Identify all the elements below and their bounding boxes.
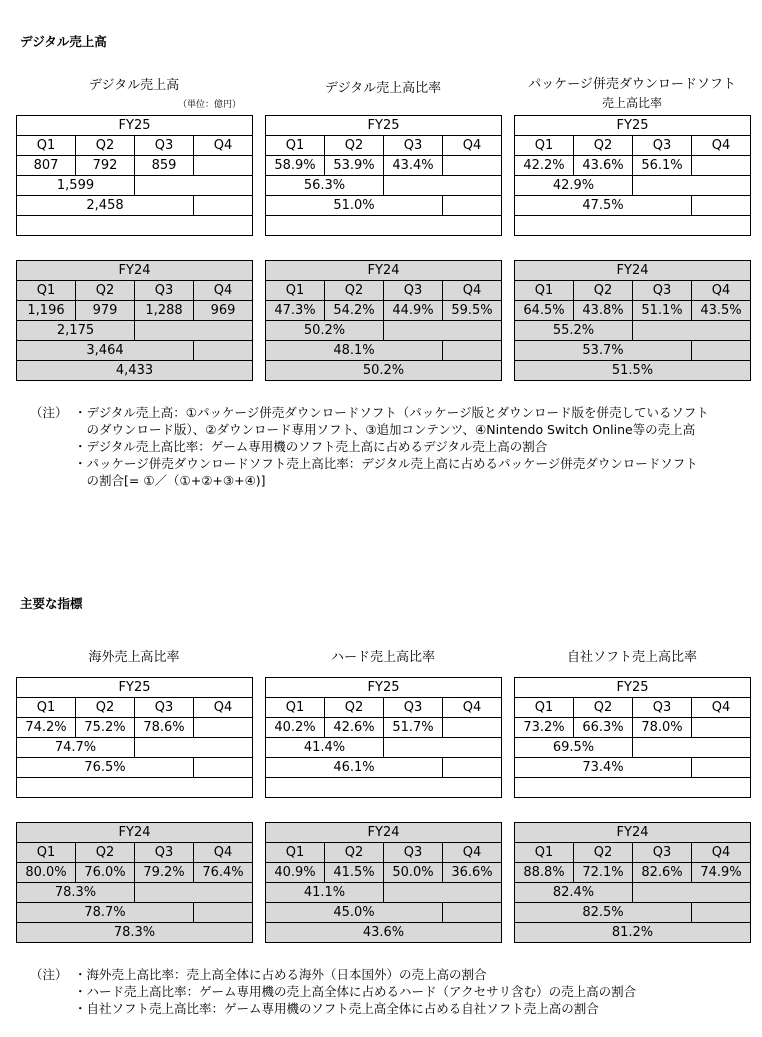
quarter-value: 72.1% <box>574 863 633 883</box>
note-line: ・海外売上高比率：売上高全体に占める海外（日本国外）の売上高の割合 <box>74 967 487 982</box>
empty-cell <box>384 738 443 758</box>
quarter-value <box>194 718 253 738</box>
quarter-header: Q3 <box>384 843 443 863</box>
half-year-value: 41.1% <box>266 883 384 903</box>
quarter-value: 58.9% <box>266 156 325 176</box>
fiscal-year-header: FY25 <box>515 678 751 698</box>
quarter-value: 78.0% <box>633 718 692 738</box>
half-year-value: 1,599 <box>17 176 135 196</box>
quarter-header: Q3 <box>135 136 194 156</box>
quarter-header: Q1 <box>266 281 325 301</box>
fiscal-year-header: FY24 <box>515 823 751 843</box>
quarter-header: Q1 <box>515 281 574 301</box>
half-year-value: 42.9% <box>515 176 633 196</box>
quarter-header: Q1 <box>266 698 325 718</box>
note-line: ・自社ソフト売上高比率：ゲーム専用機のソフト売上高全体に占める自社ソフト売上高の割合 <box>74 1001 599 1016</box>
quarter-header: Q2 <box>76 136 135 156</box>
quarter-value: 76.0% <box>76 863 135 883</box>
empty-cell <box>692 903 751 923</box>
overseas-ratio-title: 海外売上高比率 <box>88 650 180 665</box>
quarter-value: 74.9% <box>692 863 751 883</box>
digital-ratio-title: デジタル売上高比率 <box>324 81 442 96</box>
half-year-value: 2,175 <box>17 321 135 341</box>
nine-month-value: 48.1% <box>266 341 443 361</box>
full-year-value <box>266 216 502 236</box>
empty-cell <box>692 341 751 361</box>
fiscal-year-header: FY25 <box>17 678 253 698</box>
quarter-value: 50.0% <box>384 863 443 883</box>
empty-cell <box>443 758 502 778</box>
half-year-value: 50.2% <box>266 321 384 341</box>
quarter-header: Q4 <box>443 281 502 301</box>
fiscal-year-header: FY24 <box>17 261 253 281</box>
hardware-ratio-title: ハード売上高比率 <box>330 650 435 665</box>
package-dl-ratio-title: パッケージ併売ダウンロードソフト <box>528 77 736 92</box>
empty-cell <box>633 738 692 758</box>
quarter-header: Q3 <box>384 698 443 718</box>
empty-cell <box>135 176 194 196</box>
empty-cell <box>194 341 253 361</box>
empty-cell <box>692 738 751 758</box>
note-line: ・デジタル売上高：①パッケージ併売ダウンロードソフト（パッケージ版とダウンロード版を併売しているソフト <box>74 405 709 420</box>
hardware-ratio-fy25-table <box>265 677 502 798</box>
half-year-value: 78.3% <box>17 883 135 903</box>
quarter-value: 40.9% <box>266 863 325 883</box>
quarter-header: Q1 <box>515 698 574 718</box>
digital-ratio-fy24-table <box>265 260 502 381</box>
empty-cell <box>194 883 253 903</box>
first-party-ratio-fy25-table <box>514 677 751 798</box>
empty-cell <box>443 176 502 196</box>
quarter-value: 51.7% <box>384 718 443 738</box>
quarter-header: Q1 <box>266 136 325 156</box>
half-year-value: 69.5% <box>515 738 633 758</box>
note-line: ・デジタル売上高比率：ゲーム専用機のソフト売上高に占めるデジタル売上高の割合 <box>74 439 548 454</box>
quarter-header: Q1 <box>17 843 76 863</box>
quarter-value: 53.9% <box>325 156 384 176</box>
quarter-header: Q1 <box>515 136 574 156</box>
quarter-header: Q2 <box>325 136 384 156</box>
unit-label: （単位：億円） <box>178 100 242 110</box>
quarter-value: 859 <box>135 156 194 176</box>
empty-cell <box>194 321 253 341</box>
quarter-header: Q2 <box>574 843 633 863</box>
quarter-value: 36.6% <box>443 863 502 883</box>
quarter-value: 792 <box>76 156 135 176</box>
nine-month-value: 51.0% <box>266 196 443 216</box>
empty-cell <box>384 176 443 196</box>
empty-cell <box>692 176 751 196</box>
first-party-ratio-title: 自社ソフト売上高比率 <box>566 650 697 665</box>
quarter-value: 42.6% <box>325 718 384 738</box>
empty-cell <box>443 883 502 903</box>
quarter-value: 59.5% <box>443 301 502 321</box>
half-year-value: 74.7% <box>17 738 135 758</box>
quarter-header: Q3 <box>384 136 443 156</box>
quarter-value <box>692 156 751 176</box>
fiscal-year-header: FY25 <box>266 678 502 698</box>
quarter-header: Q4 <box>194 281 253 301</box>
quarter-value: 1,196 <box>17 301 76 321</box>
quarter-header: Q2 <box>325 843 384 863</box>
quarter-value: 40.2% <box>266 718 325 738</box>
full-year-value: 4,433 <box>17 361 253 381</box>
quarter-header: Q4 <box>692 698 751 718</box>
nine-month-value: 46.1% <box>266 758 443 778</box>
quarter-header: Q1 <box>266 843 325 863</box>
quarter-value: 54.2% <box>325 301 384 321</box>
nine-month-value: 2,458 <box>17 196 194 216</box>
quarter-value: 43.5% <box>692 301 751 321</box>
empty-cell <box>384 321 443 341</box>
nine-month-value: 78.7% <box>17 903 194 923</box>
quarter-header: Q1 <box>17 698 76 718</box>
full-year-value <box>17 778 253 798</box>
quarter-value: 74.2% <box>17 718 76 738</box>
package-dl-ratio-fy25-table <box>514 115 751 236</box>
fiscal-year-header: FY25 <box>515 116 751 136</box>
quarter-value: 43.4% <box>384 156 443 176</box>
note-line: の割合[= ①／（①+②+③+④)] <box>74 473 266 488</box>
quarter-value: 43.8% <box>574 301 633 321</box>
quarter-header: Q4 <box>194 843 253 863</box>
half-year-value: 56.3% <box>266 176 384 196</box>
fiscal-year-header: FY24 <box>266 261 502 281</box>
empty-cell <box>194 738 253 758</box>
quarter-value: 41.5% <box>325 863 384 883</box>
quarter-header: Q1 <box>17 281 76 301</box>
fiscal-year-header: FY24 <box>515 261 751 281</box>
package-dl-ratio-subtitle: 売上高比率 <box>601 96 662 110</box>
digital-ratio-fy25-table <box>265 115 502 236</box>
nine-month-value: 73.4% <box>515 758 692 778</box>
fiscal-year-header: FY25 <box>266 116 502 136</box>
quarter-value: 43.6% <box>574 156 633 176</box>
empty-cell <box>194 176 253 196</box>
empty-cell <box>443 903 502 923</box>
note-line: ・ハード売上高比率：ゲーム専用機の売上高全体に占めるハード（アクセサリ含む）の売上高の割合 <box>74 984 637 999</box>
half-year-value: 55.2% <box>515 321 633 341</box>
quarter-header: Q4 <box>692 136 751 156</box>
digital-sales-fy25-table <box>16 115 253 236</box>
quarter-header: Q3 <box>633 136 692 156</box>
full-year-value: 51.5% <box>515 361 751 381</box>
quarter-value: 82.6% <box>633 863 692 883</box>
empty-cell <box>633 321 692 341</box>
quarter-header: Q1 <box>515 843 574 863</box>
quarter-value <box>194 156 253 176</box>
quarter-header: Q4 <box>692 843 751 863</box>
nine-month-value: 3,464 <box>17 341 194 361</box>
notes-label: （注） <box>30 967 68 982</box>
quarter-value: 979 <box>76 301 135 321</box>
section-kpi-title: 主要な指標 <box>20 596 83 611</box>
quarter-header: Q1 <box>17 136 76 156</box>
quarter-value: 88.8% <box>515 863 574 883</box>
digital-sales-title: デジタル売上高 <box>88 78 180 93</box>
quarter-header: Q2 <box>76 281 135 301</box>
quarter-value: 1,288 <box>135 301 194 321</box>
quarter-header: Q4 <box>692 281 751 301</box>
empty-cell <box>135 321 194 341</box>
quarter-value: 51.1% <box>633 301 692 321</box>
empty-cell <box>633 883 692 903</box>
nine-month-value: 76.5% <box>17 758 194 778</box>
empty-cell <box>135 883 194 903</box>
quarter-header: Q3 <box>135 698 194 718</box>
empty-cell <box>443 738 502 758</box>
empty-cell <box>443 341 502 361</box>
quarter-header: Q4 <box>443 843 502 863</box>
empty-cell <box>135 738 194 758</box>
quarter-header: Q3 <box>633 698 692 718</box>
empty-cell <box>194 196 253 216</box>
quarter-value: 56.1% <box>633 156 692 176</box>
hardware-ratio-fy24-table <box>265 822 502 943</box>
nine-month-value: 47.5% <box>515 196 692 216</box>
note-line: のダウンロード版）、②ダウンロード専用ソフト、③追加コンテンツ、④Nintendo Switch Online等の売上高 <box>74 422 696 437</box>
quarter-value <box>443 156 502 176</box>
empty-cell <box>692 883 751 903</box>
note-line: ・パッケージ併売ダウンロードソフト売上高比率：デジタル売上高に占めるパッケージ併売ダウンロードソフト <box>74 456 698 471</box>
full-year-value: 43.6% <box>266 923 502 943</box>
quarter-header: Q2 <box>76 698 135 718</box>
half-year-value: 41.4% <box>266 738 384 758</box>
empty-cell <box>194 758 253 778</box>
quarter-header: Q4 <box>443 136 502 156</box>
first-party-ratio-fy24-table <box>514 822 751 943</box>
quarter-value: 66.3% <box>574 718 633 738</box>
full-year-value: 78.3% <box>17 923 253 943</box>
full-year-value <box>17 216 253 236</box>
quarter-header: Q4 <box>443 698 502 718</box>
quarter-header: Q4 <box>194 136 253 156</box>
quarter-header: Q3 <box>633 843 692 863</box>
package-dl-ratio-fy24-table <box>514 260 751 381</box>
quarter-header: Q3 <box>135 281 194 301</box>
quarter-value: 807 <box>17 156 76 176</box>
quarter-value <box>443 718 502 738</box>
quarter-header: Q2 <box>325 281 384 301</box>
notes-label: （注） <box>30 405 68 420</box>
empty-cell <box>633 176 692 196</box>
quarter-value: 969 <box>194 301 253 321</box>
quarter-header: Q4 <box>194 698 253 718</box>
quarter-header: Q3 <box>135 843 194 863</box>
quarter-header: Q2 <box>76 843 135 863</box>
empty-cell <box>443 321 502 341</box>
full-year-value <box>515 778 751 798</box>
quarter-header: Q2 <box>325 698 384 718</box>
half-year-value: 82.4% <box>515 883 633 903</box>
full-year-value: 81.2% <box>515 923 751 943</box>
quarter-value: 76.4% <box>194 863 253 883</box>
empty-cell <box>692 758 751 778</box>
overseas-ratio-fy25-table <box>16 677 253 798</box>
nine-month-value: 53.7% <box>515 341 692 361</box>
digital-sales-fy24-table <box>16 260 253 381</box>
quarter-header: Q2 <box>574 136 633 156</box>
fiscal-year-header: FY25 <box>17 116 253 136</box>
empty-cell <box>194 903 253 923</box>
quarter-value: 78.6% <box>135 718 194 738</box>
quarter-header: Q3 <box>633 281 692 301</box>
quarter-value: 73.2% <box>515 718 574 738</box>
nine-month-value: 82.5% <box>515 903 692 923</box>
quarter-value: 75.2% <box>76 718 135 738</box>
overseas-ratio-fy24-table <box>16 822 253 943</box>
quarter-header: Q3 <box>384 281 443 301</box>
fiscal-year-header: FY24 <box>17 823 253 843</box>
full-year-value <box>266 778 502 798</box>
quarter-value: 44.9% <box>384 301 443 321</box>
empty-cell <box>692 196 751 216</box>
quarter-value: 64.5% <box>515 301 574 321</box>
empty-cell <box>692 321 751 341</box>
quarter-header: Q2 <box>574 698 633 718</box>
quarter-value: 47.3% <box>266 301 325 321</box>
full-year-value <box>515 216 751 236</box>
fiscal-year-header: FY24 <box>266 823 502 843</box>
quarter-header: Q2 <box>574 281 633 301</box>
full-year-value: 50.2% <box>266 361 502 381</box>
quarter-value: 80.0% <box>17 863 76 883</box>
nine-month-value: 45.0% <box>266 903 443 923</box>
empty-cell <box>443 196 502 216</box>
empty-cell <box>384 883 443 903</box>
quarter-value: 42.2% <box>515 156 574 176</box>
quarter-value: 79.2% <box>135 863 194 883</box>
quarter-value <box>692 718 751 738</box>
section-digital-title: デジタル売上高 <box>20 34 107 49</box>
